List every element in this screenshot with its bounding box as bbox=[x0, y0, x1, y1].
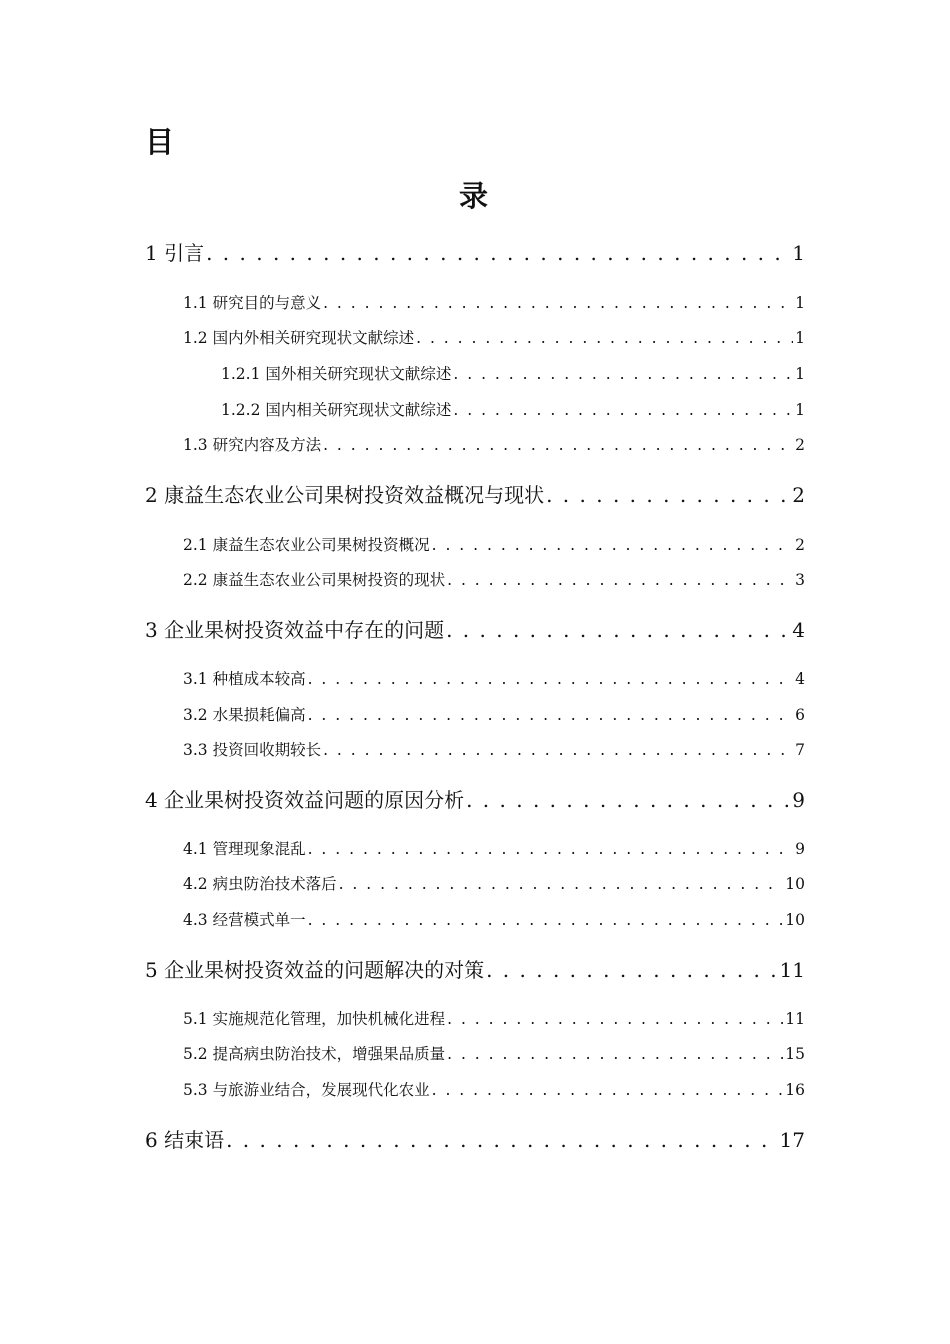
toc-entry[interactable]: 3.2 水果损耗偏高 . . . 6 bbox=[183, 703, 805, 725]
toc-entry[interactable]: 3 企业果树投资效益中存在的问题 . . . 4 bbox=[145, 614, 805, 643]
toc-entry[interactable]: 2 康益生态农业公司果树投资效益概况与现状 . . . 2 bbox=[145, 479, 805, 508]
toc-entry[interactable]: 6 结束语 . . . 17 bbox=[145, 1124, 805, 1153]
toc-entry[interactable]: 4.3 经营模式单一 . . . 10 bbox=[183, 908, 805, 930]
toc-entry[interactable]: 1.2.1 国外相关研究现状文献综述 . . . 1 bbox=[221, 362, 805, 384]
toc-entry[interactable]: 2.2 康益生态农业公司果树投资的现状 . . . 3 bbox=[183, 568, 805, 590]
toc-entry[interactable]: 5 企业果树投资效益的问题解决的对策 . . . 11 bbox=[145, 954, 805, 983]
toc-entry[interactable]: 5.1 实施规范化管理，加快机械化进程 . . . 11 bbox=[183, 1007, 805, 1029]
toc-heading-char-2: 录 bbox=[459, 179, 489, 213]
toc-entry[interactable]: 1.2.2 国内相关研究现状文献综述 . . . 1 bbox=[221, 398, 805, 420]
toc-entry[interactable]: 4.1 管理现象混乱 . . . 9 bbox=[183, 837, 805, 859]
toc-entry[interactable]: 4.2 病虫防治技术落后 . . . 10 bbox=[183, 872, 805, 894]
toc-entry[interactable]: 5.3 与旅游业结合，发展现代化农业 . . . 16 bbox=[183, 1078, 805, 1100]
toc-entry[interactable]: 5.2 提高病虫防治技术，增强果品质量 . . . 15 bbox=[183, 1042, 805, 1064]
toc-entry[interactable]: 1 引言 . . . 1 bbox=[145, 237, 805, 266]
toc-entry[interactable]: 1.1 研究目的与意义 . . . 1 bbox=[183, 291, 805, 313]
toc-entry[interactable]: 1.2 国内外相关研究现状文献综述 . . . 1 bbox=[183, 326, 805, 348]
toc-heading-char-1: 目 bbox=[145, 125, 175, 159]
toc-entry[interactable]: 2.1 康益生态农业公司果树投资概况 . . . 2 bbox=[183, 533, 805, 555]
toc-entry[interactable]: 4 企业果树投资效益问题的原因分析 . . . 9 bbox=[145, 784, 805, 813]
toc-entry[interactable]: 1.3 研究内容及方法 . . . 2 bbox=[183, 433, 805, 455]
toc-entry[interactable]: 3.1 种植成本较高 . . . 4 bbox=[183, 667, 805, 689]
toc-entry[interactable]: 3.3 投资回收期较长 . . . 7 bbox=[183, 738, 805, 760]
